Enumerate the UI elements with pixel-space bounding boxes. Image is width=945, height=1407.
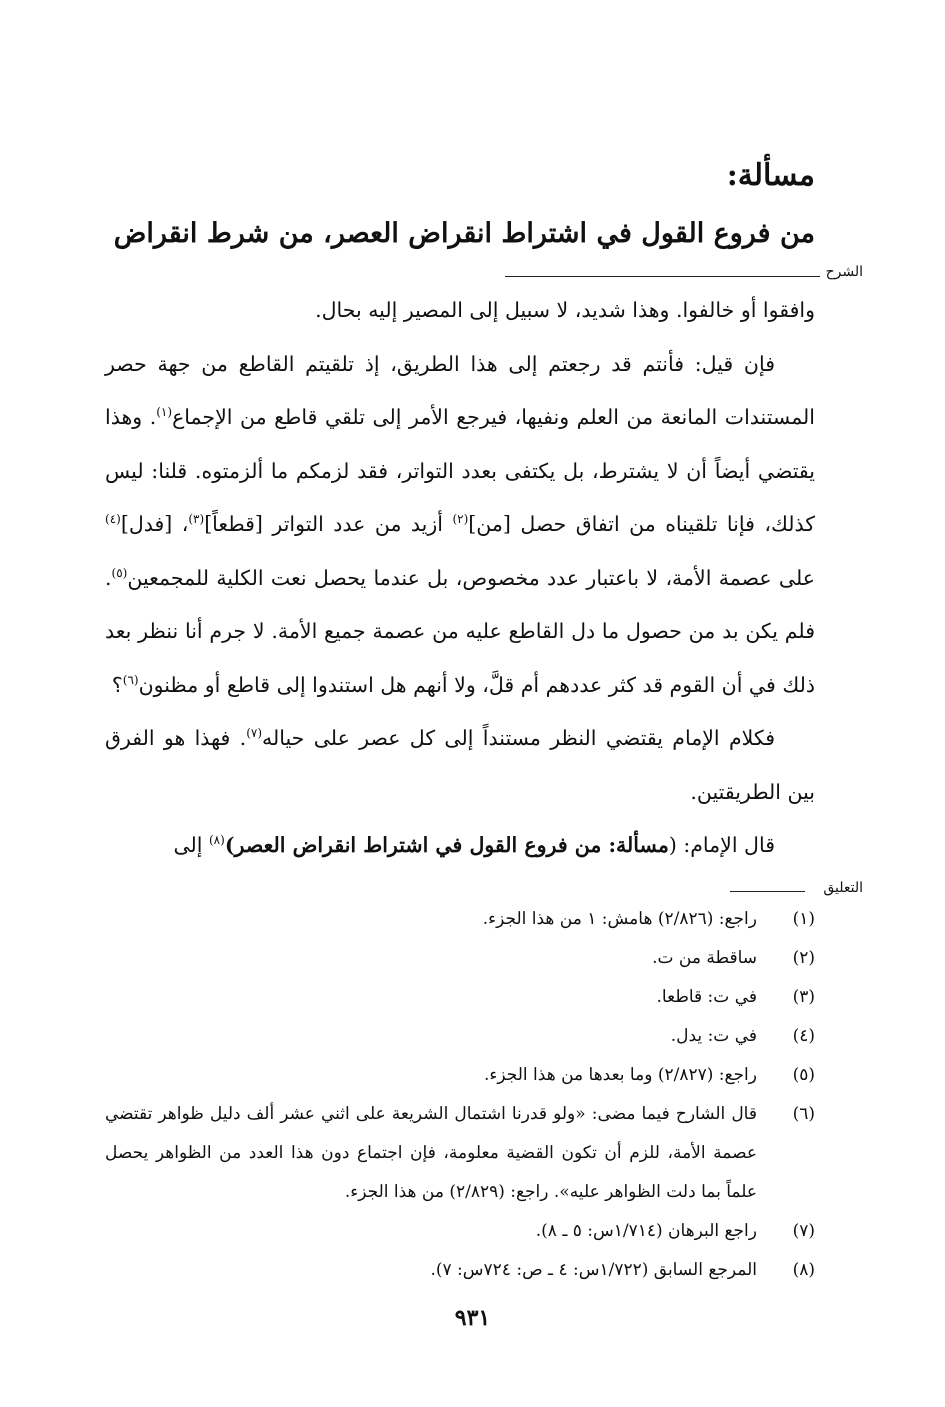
commentary-rule [505,276,820,277]
footnote-item [105,1095,815,1212]
footnote-ref-1[interactable]: (١) [156,405,173,420]
footnote-text: راجع البرهان (١/٧١٤س: ٥ ـ ٨). [535,1221,757,1241]
footnote-number: (٨) [792,1260,815,1280]
paragraph-4-text-a: قال الإمام: ( [668,833,775,857]
footnote-ref-7[interactable]: (٧) [246,726,263,741]
footnote-item [105,900,815,939]
footnote-item [105,939,815,978]
paragraph-2-text-c: أزيد من عدد التواتر [قطعاً] [204,512,453,536]
issue-heading: مسألة: [726,158,815,193]
footnote-ref-2[interactable]: (٢) [452,512,469,527]
paragraph-3-text-b: . فهذا هو الفرق بين الطريقتين. [105,726,815,804]
paragraph-2 [105,338,815,713]
footnote-item [105,1017,815,1056]
footnote-text: قال الشارح فيما مضى: «ولو قدرنا اشتمال الشريعة على اثني عشر ألف دليل ظواهر تقتضي عصمة الأمة، للزم أن تكون القضية معلومة، فإن اجتماع دون هذا العدد من الظواهر يحصل علماً بما دلت الظواهر عليه». راجع: (٢/٨٢٩) من هذا الجزء. [105,1104,757,1202]
footnote-text: في ت: قاطعا. [656,987,757,1007]
footnote-number: (٥) [792,1065,815,1085]
paragraph-1: وافقوا أو خالفوا. وهذا شديد، لا سبيل إلى المصير إليه بحال. [315,298,815,322]
footnote-ref-4[interactable]: (٤) [105,512,121,527]
commentary-body [105,284,815,873]
notes-rule [730,891,805,892]
footnote-ref-8[interactable]: (٨) [208,833,225,848]
footnote-text: راجع: (٢/٨٢٧) وما بعدها من هذا الجزء. [484,1065,757,1085]
footnote-text: في ت: يدل. [670,1026,757,1046]
paragraph-2-text-a: فإن قيل: فأنتم قد رجعتم إلى هذا الطريق، إذ تلقيتم القاطع من جهة حصر المستندات المانعة من العلم ونفيها، فيرجع الأمر إلى تلقي قاطع من الإجماع [105,351,815,429]
footnote-number: (٣) [792,987,815,1007]
paragraph-4-text-c: إلى [173,833,209,857]
footnote-ref-3[interactable]: (٣) [188,512,205,527]
footnote-item [105,1056,815,1095]
footnote-text: المرجع السابق (١/٧٢٢س: ٤ ـ ص: ٧٢٤س: ٧). [430,1260,757,1280]
footnote-ref-6[interactable]: (٦) [122,672,139,687]
footnote-item [105,1212,815,1251]
paragraph-2-text-d: ، [فدل] [120,512,189,536]
footnote-text: راجع: (٢/٨٢٦) هامش: ١ من هذا الجزء. [482,909,757,929]
paragraph-2-text-g: ؟ [111,672,123,697]
footnote-number: (٧) [792,1221,815,1241]
quoted-issue-title: مسألة: من فروع القول في اشتراط انقراض العصر) [224,833,669,857]
footnote-number: (٦) [792,1104,815,1124]
footnote-number: (٢) [792,948,815,968]
paragraph-2-text-f: . فلم يكن بد من حصول ما دل القاطع عليه من عصمة جميع الأمة. لا جرم أنا ننظر بعد ذلك في أن القوم قد كثر عددهم أم قلَّ، ولا أنهم هل استندوا إلى قاطع أو مظنون [105,565,815,697]
footnote-ref-5[interactable]: (٥) [111,565,128,580]
issue-subtitle: من فروع القول في اشتراط انقراض العصر، من شرط انقراض [113,218,815,249]
paragraph-3-text-a: فكلام الإمام يقتضي النظر مستنداً إلى كل عصر على حياله [262,726,776,750]
paragraph-3 [105,712,815,819]
paragraph-2-text-e: على عصمة الأمة، لا باعتبار عدد مخصوص، بل عندما يحصل نعت الكلية للمجمعين [127,565,815,590]
footnote-number: (٤) [792,1026,815,1046]
footnotes [105,900,815,1290]
commentary-label: الشرح [825,264,863,280]
paragraph-4 [105,819,815,873]
notes-label: التعليق [823,880,863,896]
footnote-text: ساقطة من ت. [652,948,757,968]
footnote-item [105,978,815,1017]
paragraph-2-text-b: . وهذا يقتضي أيضاً أن لا يشترط، بل يكتفى بعدد التواتر، فقد لزمكم ما ألزمتوه. قلنا: ليس كذلك، فإنا تلقيناه من اتفاق حصل [من] [105,405,815,536]
footnote-item [105,1251,815,1290]
page-number: ٩٣١ [454,1305,491,1331]
footnote-number: (١) [792,909,815,929]
